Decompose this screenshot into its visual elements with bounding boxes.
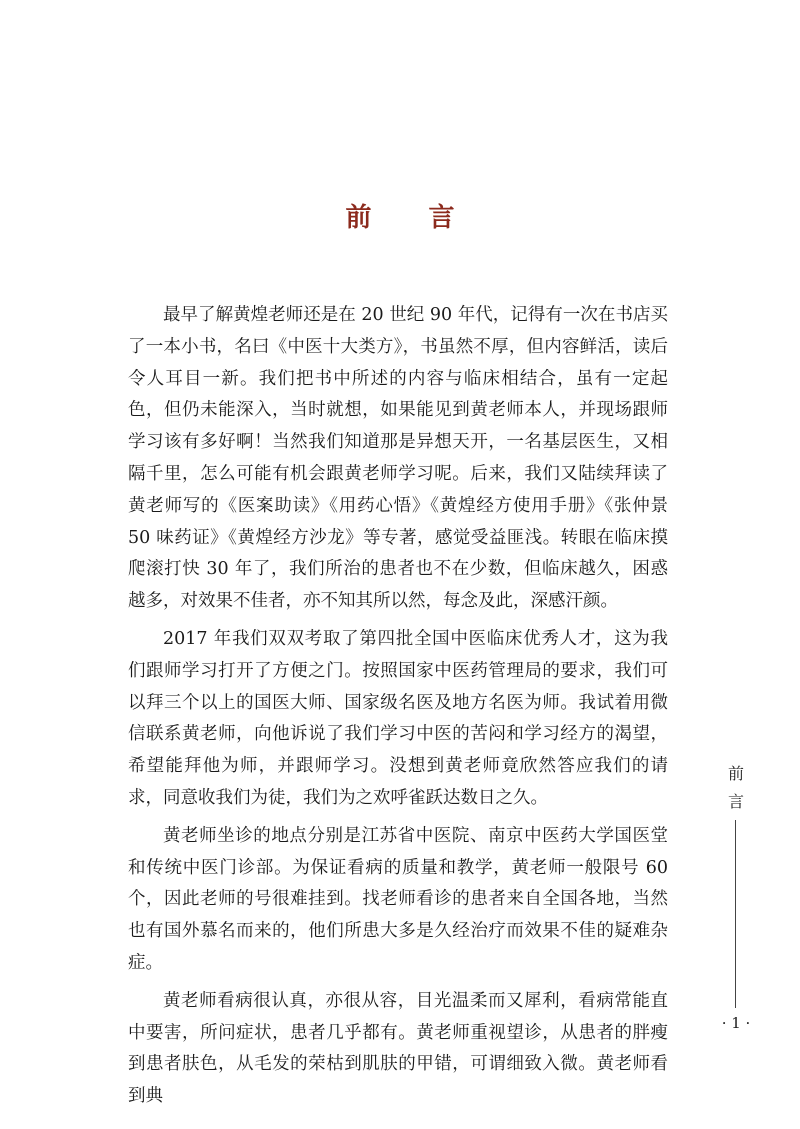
paragraph: 黄老师坐诊的地点分别是江苏省中医院、南京中医药大学国医堂和传统中医门诊部。为保证看病的质量和教学，黄老师一般限号 60 个，因此老师的号很难挂到。找老师看诊的患者来自全国各地，当然也有国外慕名而来的，他们所患大多是久经治疗而效果不佳的疑难杂症。	[128, 825, 668, 973]
paragraph: 2017 年我们双双考取了第四批全国中医临床优秀人才，这为我们跟师学习打开了方便之门。按照国家中医药管理局的要求，我们可以拜三个以上的国医大师、国家级名医及地方名医为师。我试着用微信联系黄老师，向他诉说了我们学习中医的苦闷和学习经方的渴望，希望能拜他为师，并跟师学习。没想到黄老师竟欣然答应我们的请求，同意收我们为徒，我们为之欢呼雀跃达数日之久。	[128, 628, 668, 808]
side-label-char: 言	[727, 792, 744, 811]
side-label-char: 前	[727, 764, 744, 783]
page-number: · 1 ·	[721, 1014, 751, 1032]
running-header-side-label	[724, 760, 748, 816]
page-title: 前 言	[345, 203, 479, 233]
side-divider-line	[735, 820, 736, 1008]
paragraph: 黄老师看病很认真，亦很从容，目光温柔而又犀利，看病常能直中要害，所问症状，患者几乎都有。黄老师重视望诊，从患者的胖瘦到患者肤色，从毛发的荣枯到肌肤的甲错，可谓细致入微。黄老师看到典	[128, 990, 668, 1107]
paragraph: 最早了解黄煌老师还是在 20 世纪 90 年代，记得有一次在书店买了一本小书，名曰《中医十大类方》，书虽然不厚，但内容鲜活，读后令人耳目一新。我们把书中所述的内容与临床相结合，虽有一定起色，但仍未能深入，当时就想，如果能见到黄老师本人，并现场跟师学习该有多好啊！当然我们知道那是异想天开，一名基层医生，又相隔千里，怎么可能有机会跟黄老师学习呢。后来，我们又陆续拜读了黄老师写的《医案助读》《用药心悟》《黄煌经方使用手册》《张仲景 50 味药证》《黄煌经方沙龙》等专著，感觉受益匪浅。转眼在临床摸爬滚打快 30 年了，我们所治的患者也不在少数，但临床越久，困惑越多，对效果不佳者，亦不知其所以然，每念及此，深感汗颜。	[128, 305, 668, 612]
body-text	[128, 300, 668, 1119]
